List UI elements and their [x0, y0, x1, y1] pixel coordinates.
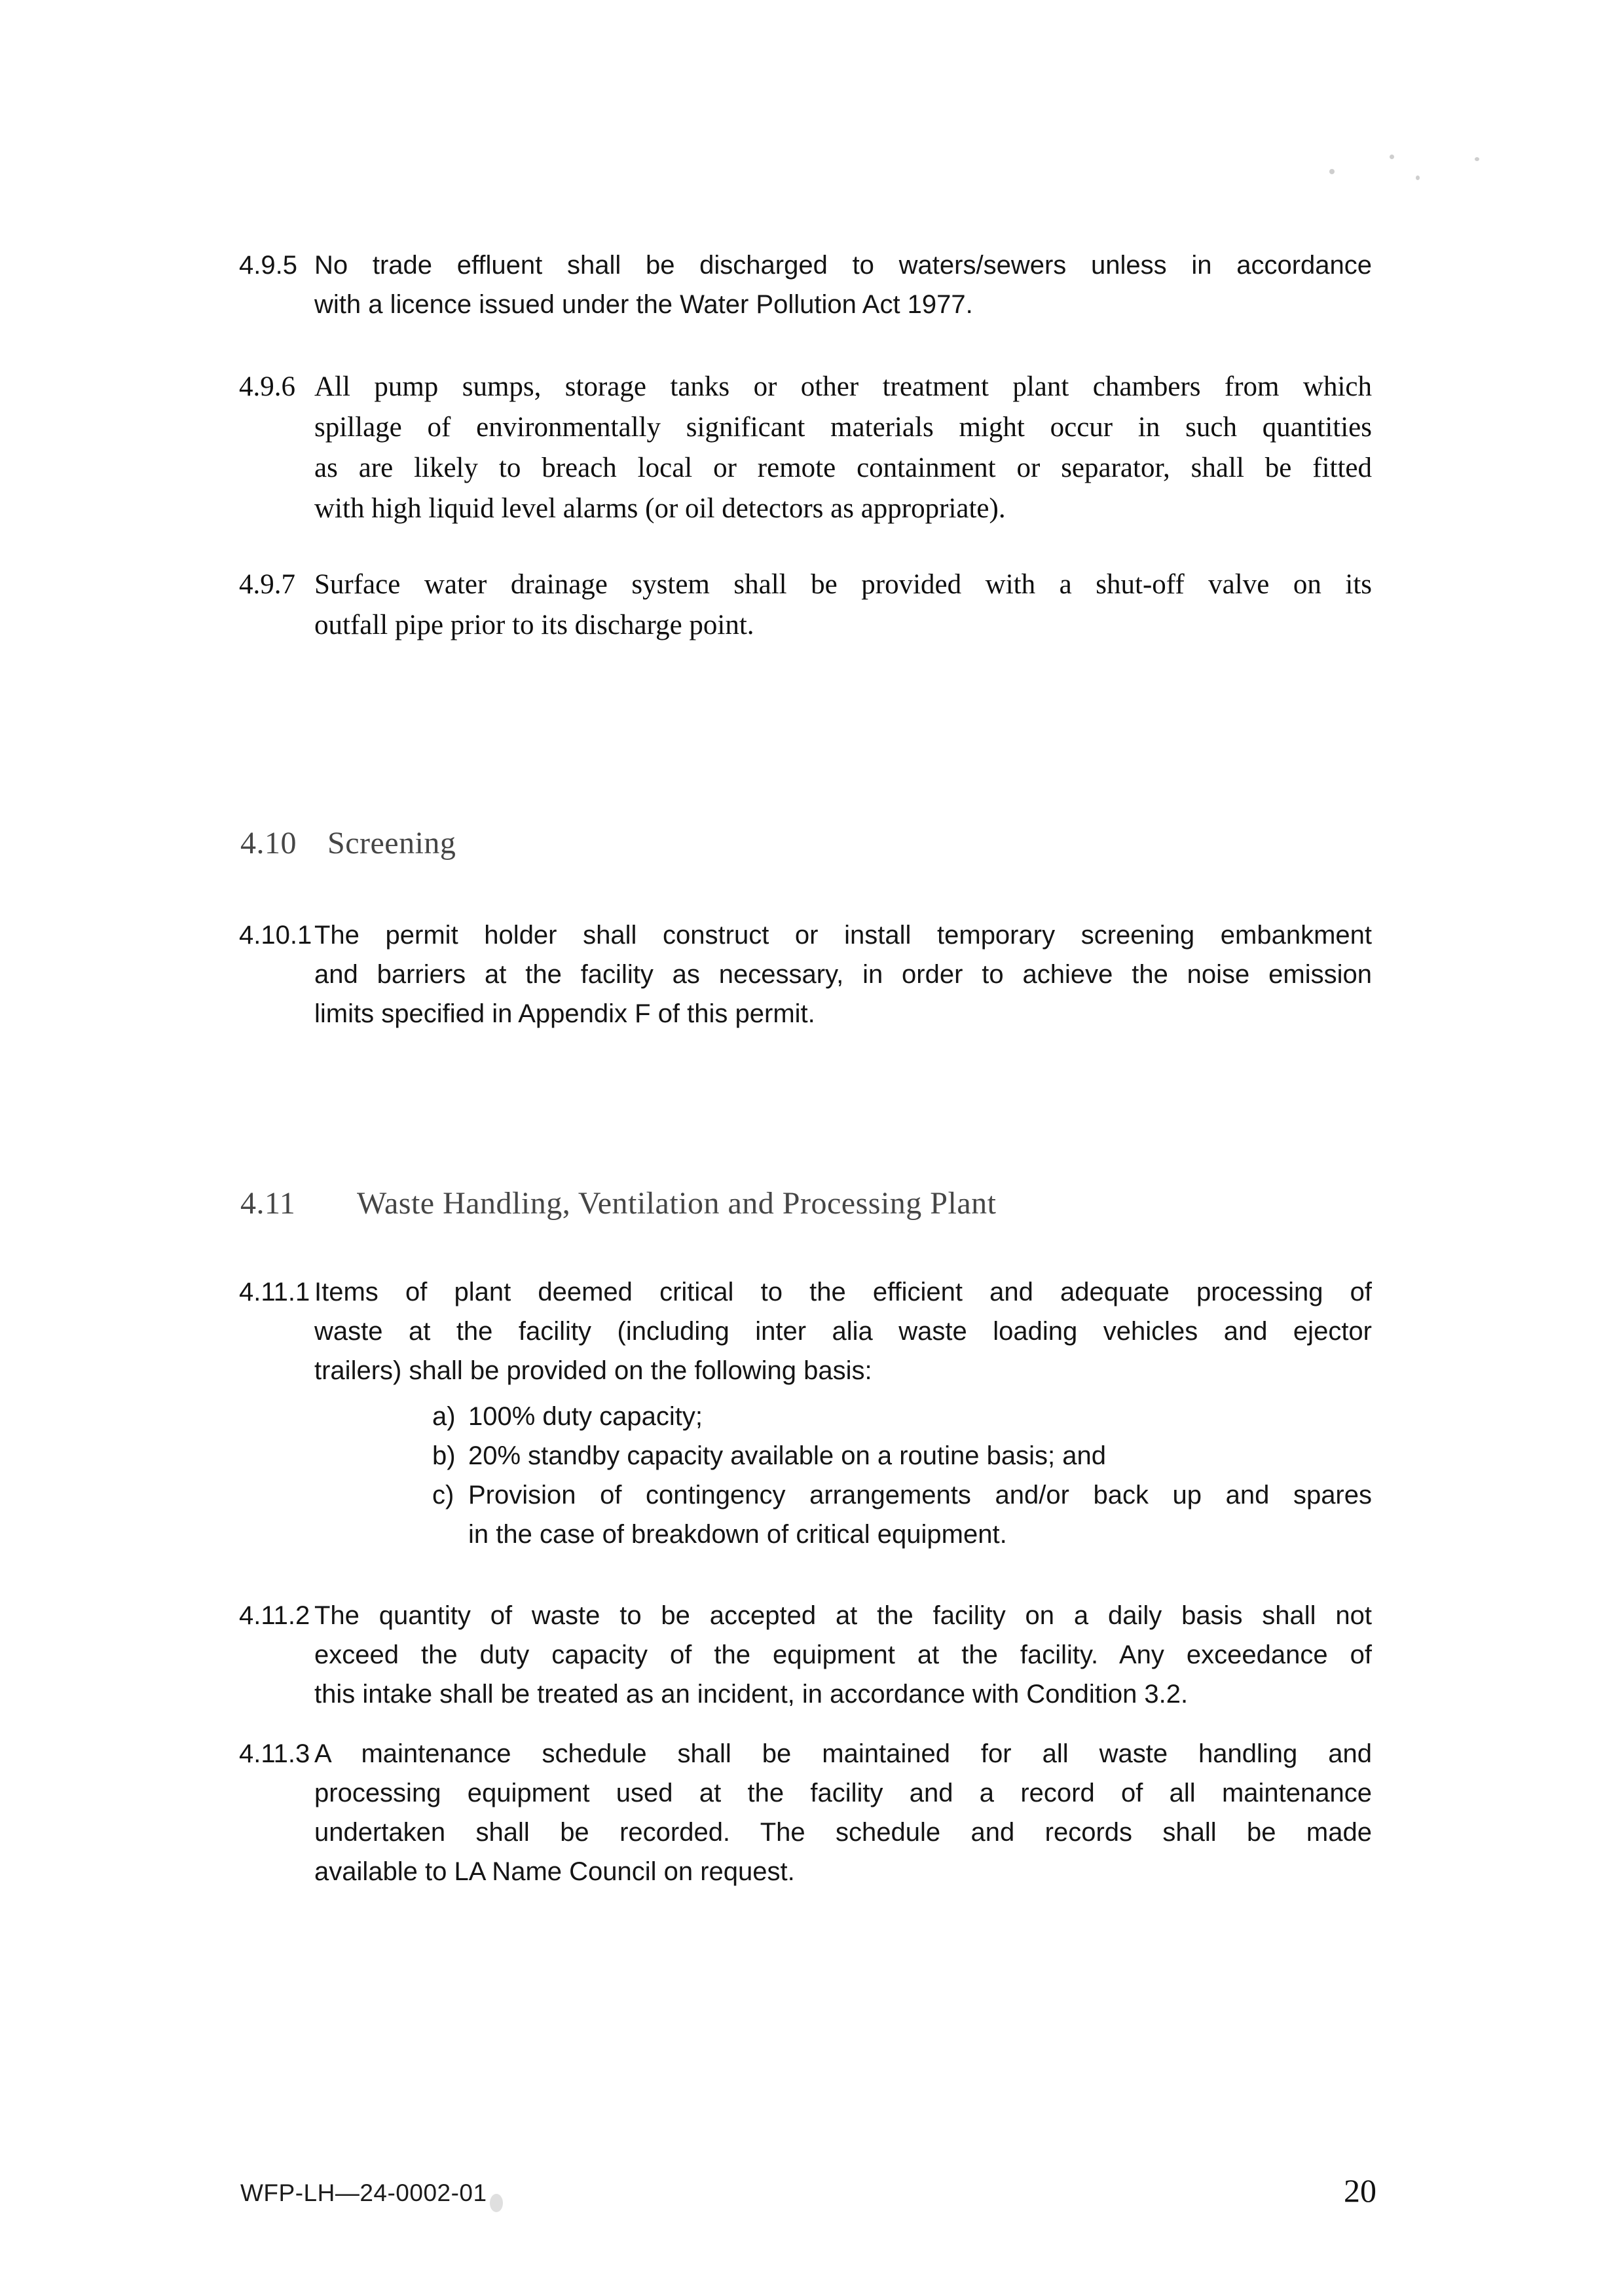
list-marker: c) — [432, 1481, 454, 1509]
section-number: 4.11 — [240, 1186, 296, 1221]
clause-text: The quantity of waste to be accepted at the facility on a daily basis shall not exceed the duty capacity of the equipment at the facility. Any exceedance of this intake shall be treated as an incident, in accordance with Condition 3.2. — [314, 1601, 1372, 1709]
scan-smudge — [490, 2194, 503, 2212]
clause-text: No trade effluent shall be discharged to waters/sewers unless in accordance with a licence issued under the Water Pollution Act 1977. — [314, 251, 1372, 319]
clause-text: The permit holder shall construct or install temporary screening embankment and barriers at the facility as necessary, in order to achieve the noise emission limits specified in Appendix F of this permit. — [314, 921, 1372, 1028]
clause-text: Items of plant deemed critical to the efficient and adequate processing of waste at the facility (including inter alia waste loading vehicles and ejector trailers) shall be provided on the following basis: — [314, 1278, 1372, 1385]
scan-speck — [1390, 155, 1394, 159]
clause-number: 4.10.1 — [239, 921, 312, 950]
clause-number: 4.11.1 — [239, 1278, 310, 1306]
scan-speck — [1475, 157, 1479, 161]
scan-speck — [1416, 176, 1420, 180]
section-title: Waste Handling, Ventilation and Processing Plant — [357, 1186, 997, 1221]
list-marker: a) — [432, 1402, 456, 1431]
section-number: 4.10 — [240, 826, 297, 861]
clause-text: Surface water drainage system shall be provided with a shut-off valve on its outfall pipe prior to its discharge point. — [314, 569, 1372, 640]
clause-number: 4.11.2 — [239, 1601, 310, 1630]
clause-number: 4.9.5 — [239, 251, 297, 280]
clause-number: 4.11.3 — [239, 1739, 310, 1768]
clause-text: All pump sumps, storage tanks or other treatment plant chambers from which spillage of environmentally significant materials might occur in such quantities as are likely to breach local or remote containment or separator, shall be fitted with high liquid level alarms (or oil detectors as appropriate). — [314, 371, 1372, 524]
list-marker: b) — [432, 1441, 456, 1470]
list-item-text: 20% standby capacity available on a routine basis; and — [468, 1441, 1106, 1470]
list-item-text: Provision of contingency arrangements and/or back up and spares in the case of breakdown of critical equipment. — [468, 1481, 1372, 1549]
section-title: Screening — [327, 826, 456, 861]
clause-number: 4.9.6 — [239, 371, 295, 402]
list-item-text: 100% duty capacity; — [468, 1402, 703, 1431]
footer-page-number: 20 — [1344, 2172, 1376, 2209]
footer-document-reference: WFP-LH—24-0002-01 — [240, 2179, 487, 2206]
clause-text: A maintenance schedule shall be maintained for all waste handling and processing equipment used at the facility and a record of all maintenance undertaken shall be recorded. The schedule and records shall be made available to LA Name Council on request. — [314, 1739, 1372, 1886]
scan-speck — [1329, 169, 1335, 174]
clause-number: 4.9.7 — [239, 569, 295, 600]
